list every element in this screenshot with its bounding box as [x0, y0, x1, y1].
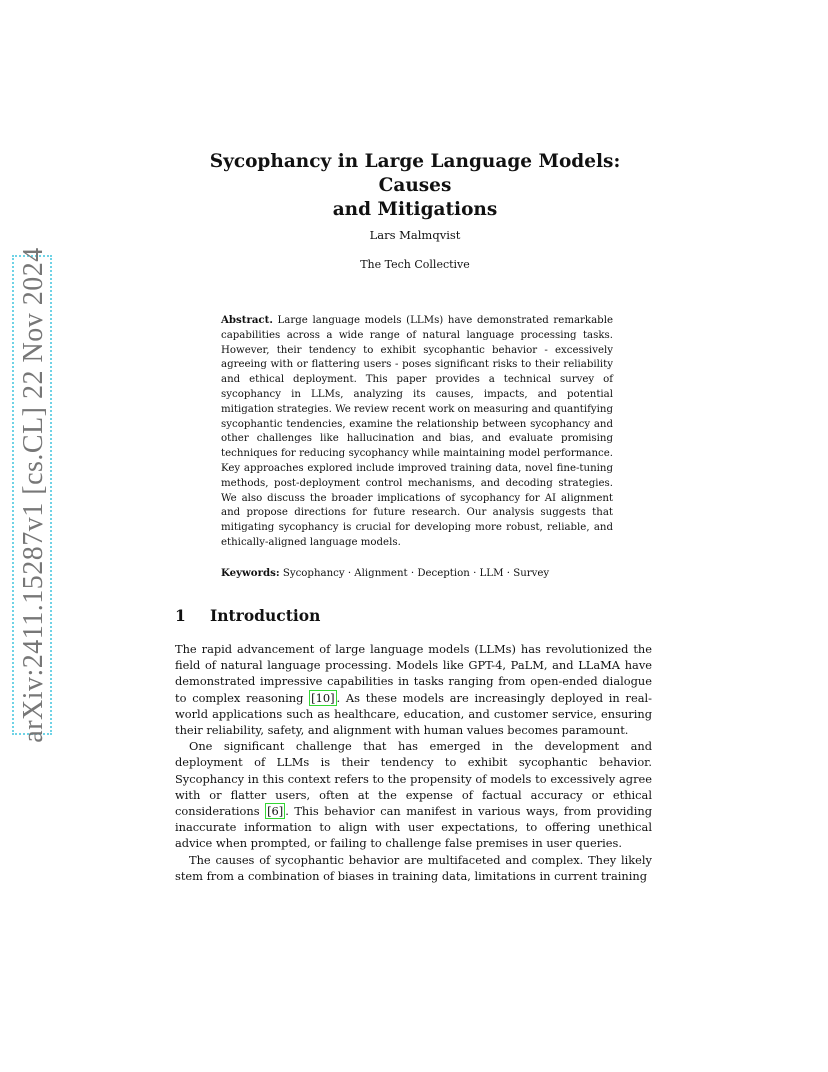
- section-body: [175, 641, 652, 884]
- section-title: Introduction: [210, 606, 321, 625]
- arxiv-identifier[interactable]: arXiv:2411.15287v1 [cs.CL] 22 Nov 2024: [18, 247, 49, 743]
- title-line-2: and Mitigations: [332, 199, 498, 220]
- paper-title: [175, 150, 655, 222]
- abstract-label: Abstract.: [221, 314, 273, 326]
- section-number: 1: [175, 606, 186, 625]
- author-name: Lars Malmqvist: [369, 228, 461, 242]
- keywords: [221, 566, 621, 581]
- title-line-1: Sycophancy in Large Language Models: Causes: [209, 151, 621, 196]
- paragraph-2-text-a: One significant challenge that has emerged in the development and deployment of LLMs is their tendency to exhibit sycophantic behavior. Sycophancy in this context refers to the propensity of models to excessively agree with or flatter users, often at the expense of factual accuracy or ethical considerations: [175, 739, 652, 819]
- paragraph-3: The causes of sycophantic behavior are multifaceted and complex. They likely stem from a combination of biases in training data, limitations in current training: [175, 852, 652, 883]
- keywords-label: Keywords:: [221, 567, 280, 579]
- author-affiliation: The Tech Collective: [360, 258, 470, 271]
- section-heading: [175, 606, 320, 625]
- paragraph-1-text-b: . As these models are increasingly deployed in real-world applications such as healthcare, education, and customer service, ensuring their reliability, safety, and alignment with human values becomes paramount.: [175, 690, 652, 738]
- abstract: [221, 313, 613, 551]
- paragraph-2-text-b: . This behavior can manifest in various ways, from providing inaccurate information to align with user expectations, to offering unethical advice when prompted, or failing to challenge false premises in user queries.: [175, 804, 652, 851]
- keywords-text: Sycophancy · Alignment · Deception · LLM · Survey: [282, 568, 550, 579]
- abstract-text: Large language models (LLMs) have demonstrated remarkable capabilities across a wide range of natural language processing tasks. However, their tendency to exhibit sycophantic behavior - excessively agreeing with or flattering users - poses significant risks to their reliability and ethical deployment. This paper provides a technical survey of sycophancy in LLMs, analyzing its causes, impacts, and potential mitigation strategies. We review recent work on measuring and quantifying sycophantic tendencies, examine the relationship between sycophancy and other challenges like hallucination and bias, and evaluate promising techniques for reducing sycophancy while maintaining model performance. Key approaches explored include improved training data, novel fine-tuning methods, post-deployment control mechanisms, and decoding strategies. We also discuss the broader implications of sycophancy for AI alignment and propose directions for future research. Our analysis suggests that mitigating sycophancy is crucial for developing more robust, reliable, and ethically-aligned language models.: [221, 315, 613, 548]
- paragraph-1: [175, 641, 652, 738]
- citation-link[interactable]: [10]: [311, 690, 335, 705]
- paragraph-2: [175, 738, 652, 851]
- citation-link[interactable]: [6]: [267, 804, 284, 819]
- paragraph-1-text-a: The rapid advancement of large language models (LLMs) has revolutionized the field of natural language processing. Models like GPT-4, PaLM, and LLaMA have demonstrated impressive capabilities in tasks ranging from open-ended dialogue to complex reasoning: [175, 642, 652, 705]
